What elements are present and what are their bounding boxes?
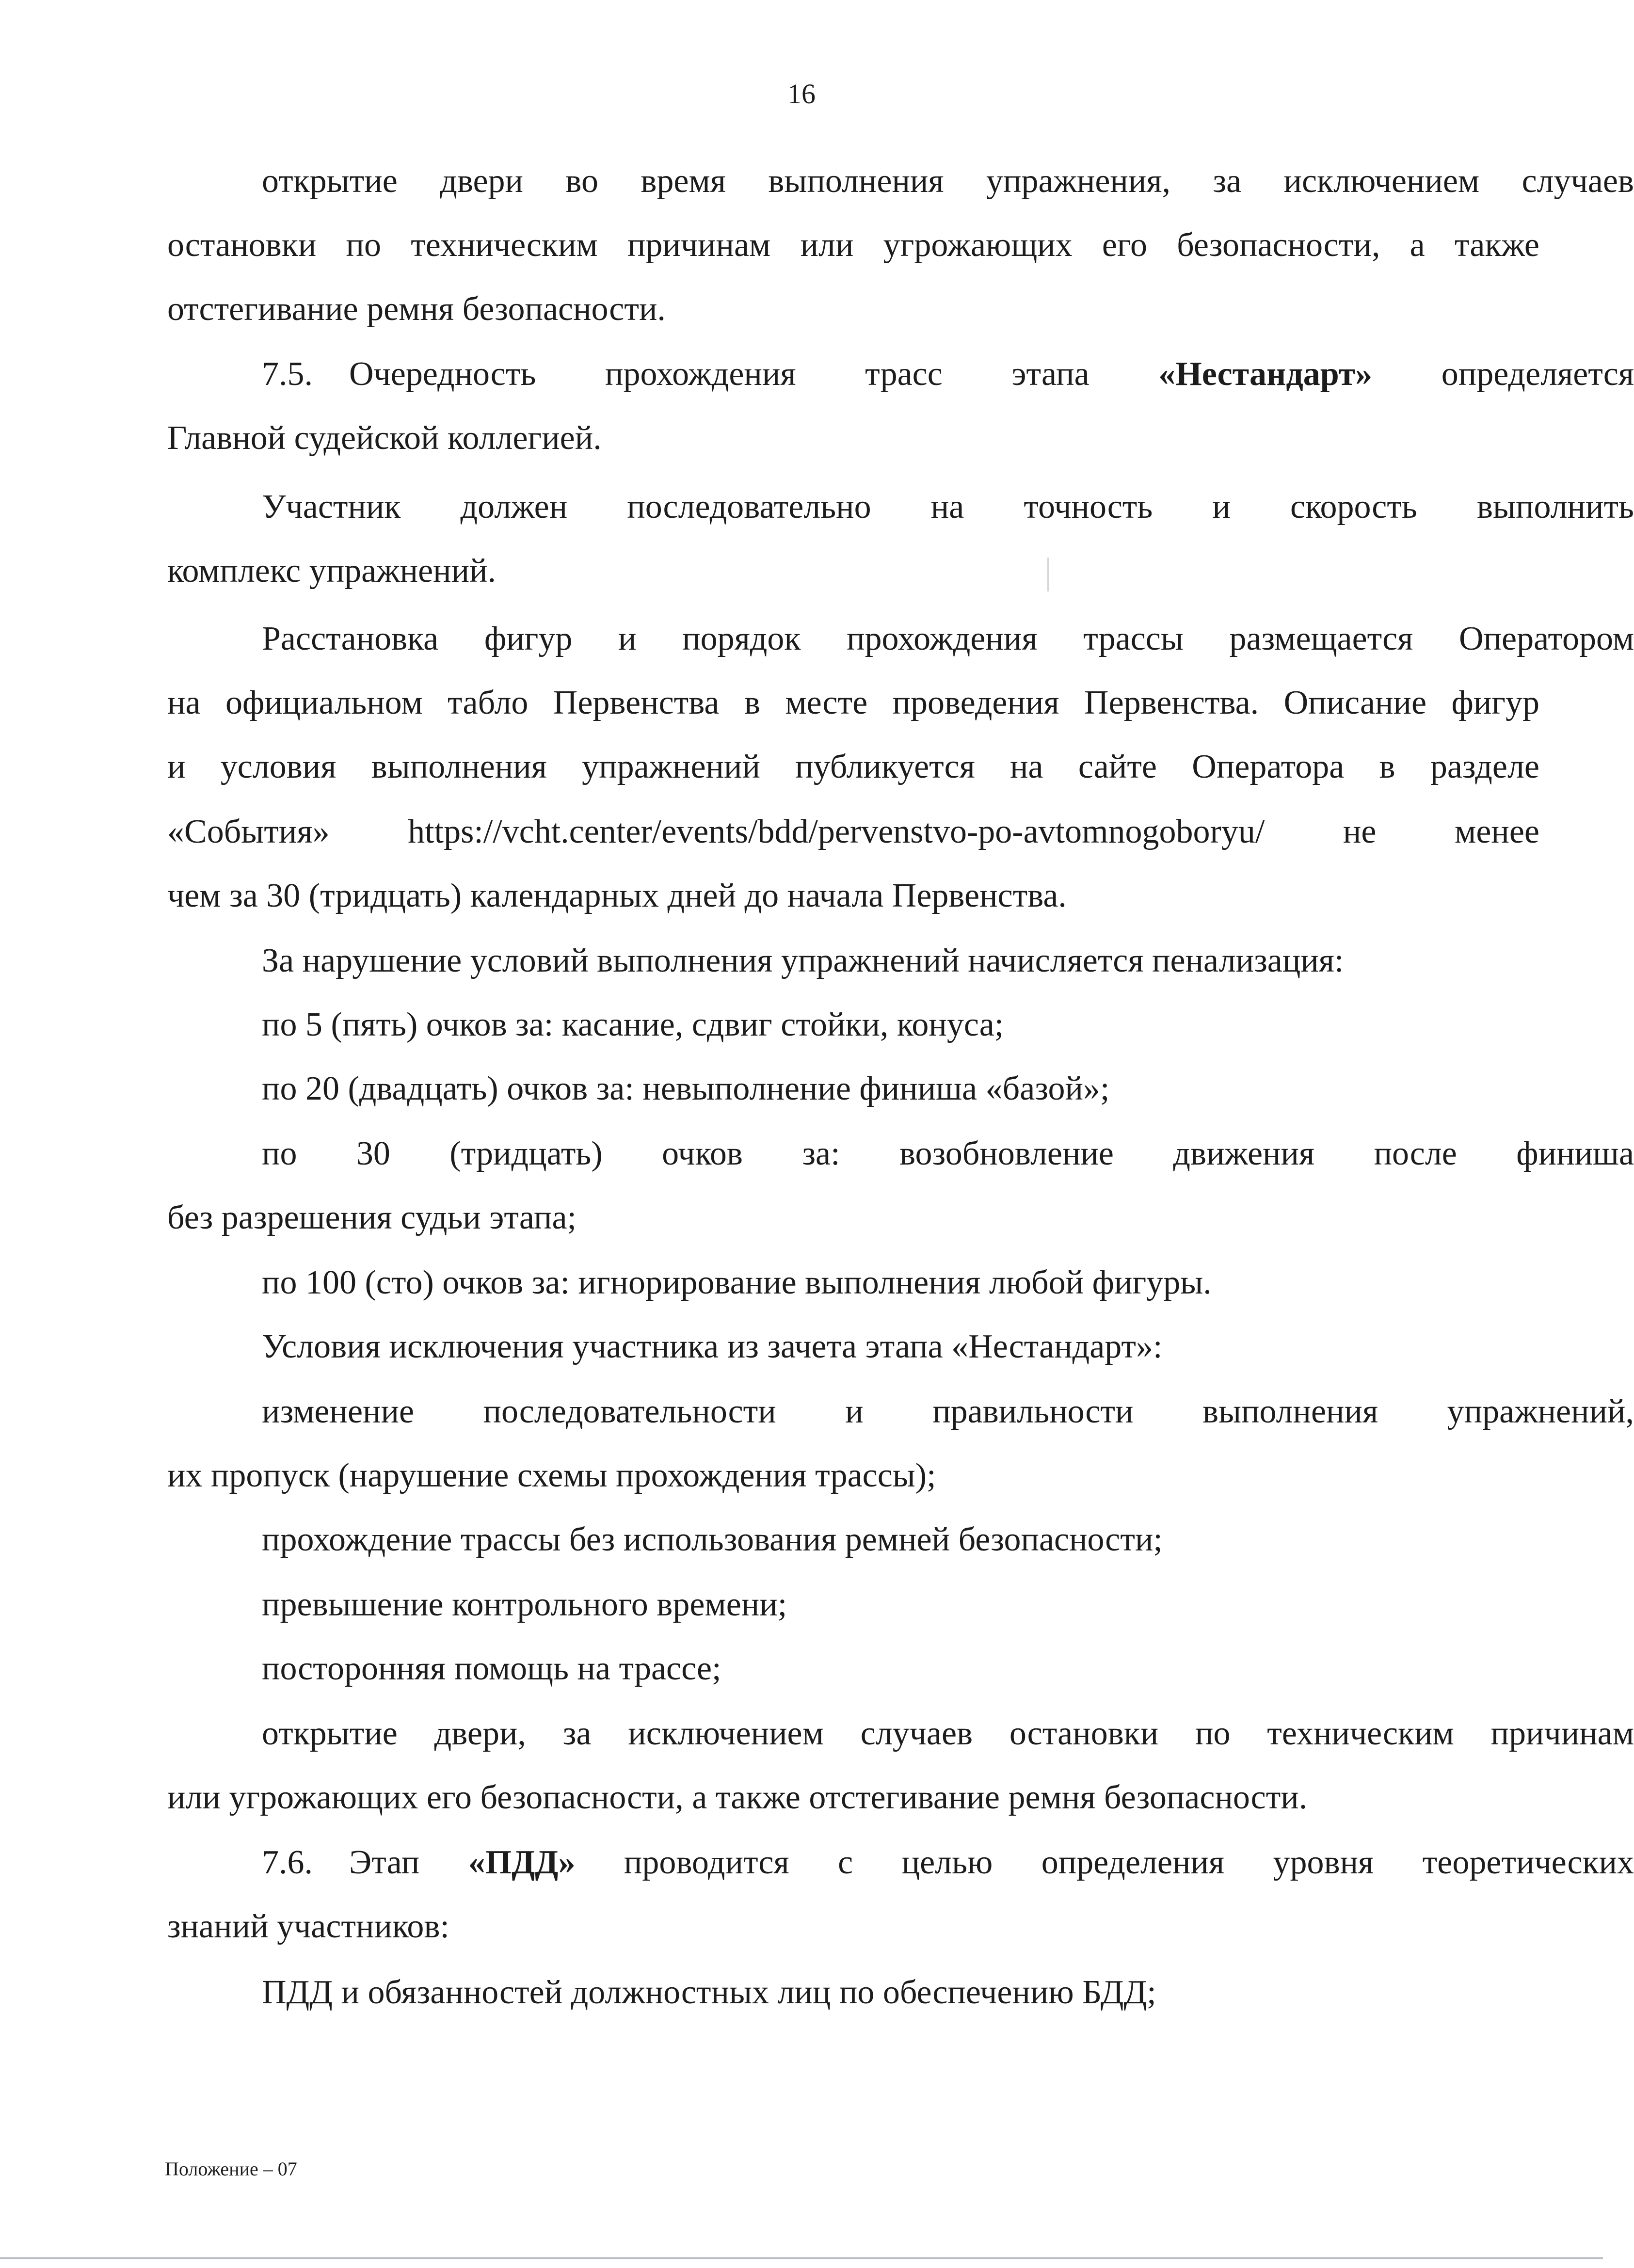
section-7-5-heading-line: [167, 342, 1634, 406]
text-line-with-url: «События» https://vcht.center/events/bdd/pervenstvo-po-avtomnogoboryu/ не менее: [167, 813, 1539, 850]
text-line: ПДД и обязанностей должностных лиц по обеспечению БДД;: [262, 1974, 1156, 2011]
section-7-6-heading-line: [167, 1831, 1634, 1895]
text-line: Участник должен последовательно на точность и скорость выполнить: [262, 488, 1634, 526]
text-line: отстегивание ремня безопасности.: [167, 290, 666, 328]
exclusion-item: изменение последовательности и правильности выполнения упражнений,: [262, 1393, 1634, 1430]
penalty-item: по 5 (пять) очков за: касание, сдвиг стойки, конуса;: [262, 1006, 1004, 1043]
page-number: 16: [787, 78, 816, 110]
exclusion-item: прохождение трассы без использования ремней безопасности;: [262, 1521, 1163, 1558]
text-line: остановки по техническим причинам или угрожающих его безопасности, а также: [167, 226, 1539, 264]
exclusion-item: превышение контрольного времени;: [262, 1586, 787, 1623]
section-number: 7.6.: [262, 1844, 313, 1881]
text-line: Главной судейской коллегией.: [167, 419, 602, 457]
text-span: определяется: [1372, 355, 1634, 393]
text-line: или угрожающих его безопасности, а также отстегивание ремня безопасности.: [167, 1779, 1308, 1816]
exclusion-item: посторонняя помощь на трассе;: [262, 1650, 721, 1687]
text-line: комплекс упражнений.: [167, 552, 497, 590]
penalty-item: по 100 (сто) очков за: игнорирование выполнения любой фигуры.: [262, 1264, 1212, 1301]
text-line: открытие двери во время выполнения упражнения, за исключением случаев: [262, 162, 1634, 200]
text-span: Этап: [349, 1844, 468, 1881]
text-line: их пропуск (нарушение схемы прохождения трассы);: [167, 1457, 936, 1494]
exclusion-item: открытие двери, за исключением случаев остановки по техническим причинам: [262, 1715, 1634, 1752]
section-number: 7.5.: [262, 355, 313, 393]
document-footer: Положение – 07: [165, 2158, 297, 2180]
text-line: без разрешения судьи этапа;: [167, 1199, 577, 1236]
stage-name: «Нестандарт»: [1158, 355, 1373, 393]
text-line: чем за 30 (тридцать) календарных дней до начала Первенства.: [167, 877, 1067, 914]
text-line: и условия выполнения упражнений публикуется на сайте Оператора в разделе: [167, 748, 1539, 785]
text-span: Очередность прохождения трасс этапа: [349, 355, 1159, 393]
text-line: знаний участников:: [167, 1908, 449, 1945]
penalty-item: по 30 (тридцать) очков за: возобновление движения после финиша: [262, 1135, 1634, 1172]
text-span: проводится с целью определения уровня теоретических: [575, 1844, 1634, 1881]
scan-bottom-edge: [0, 2257, 1603, 2259]
text-line: на официальном табло Первенства в месте проведения Первенства. Описание фигур: [167, 684, 1539, 721]
stage-name: «ПДД»: [468, 1844, 576, 1881]
text-line: Расстановка фигур и порядок прохождения трассы размещается Оператором: [262, 620, 1634, 657]
text-line: Условия исключения участника из зачета этапа «Нестандарт»:: [262, 1328, 1163, 1365]
text-line: За нарушение условий выполнения упражнений начисляется пенализация:: [262, 942, 1344, 979]
penalty-item: по 20 (двадцать) очков за: невыполнение финиша «базой»;: [262, 1070, 1110, 1107]
